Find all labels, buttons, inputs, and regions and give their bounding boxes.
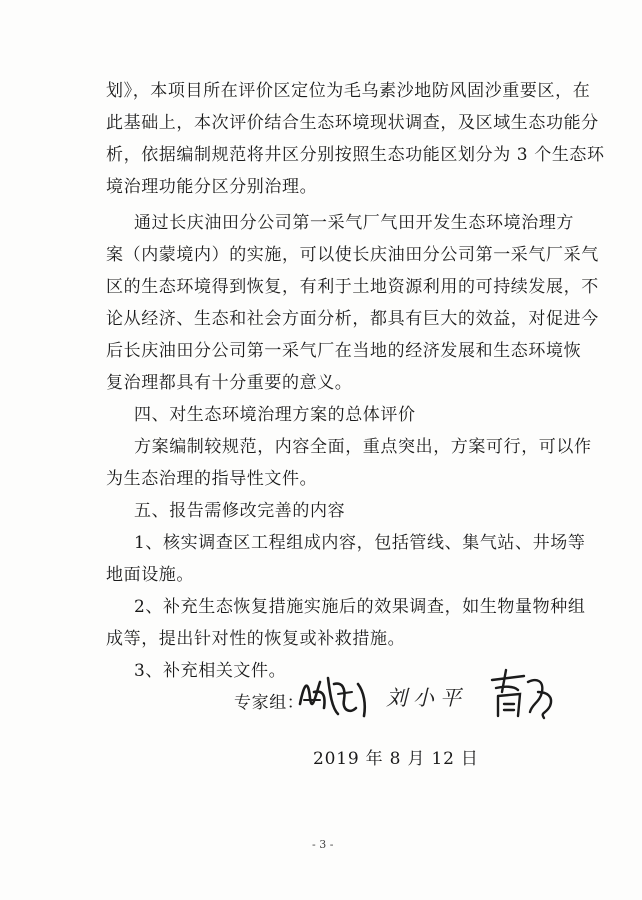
text-line-1: 划》，本项目所在评价区定位为毛乌素沙地防风固沙重要区，在 xyxy=(106,81,591,101)
signature-1 xyxy=(294,664,374,724)
text-line-7: 区的生态环境得到恢复，有利于土地资源利用的可持续发展，不 xyxy=(106,277,599,297)
text-line-5: 通过长庆油田分公司第一采气厂气田开发生态环境治理方 xyxy=(134,213,574,233)
text-line-3: 析，依据编制规范将井区分别按照生态功能区划分为 3 个生态环 xyxy=(106,145,605,165)
signature-block xyxy=(234,660,564,730)
page-number: - 3 - xyxy=(312,838,334,851)
list-item-1: 1、核实调查区工程组成内容，包括管线、集气站、井场等 xyxy=(134,533,586,553)
signature-label: 专家组： xyxy=(234,693,305,713)
text-line-8: 论从经济、生态和社会方面分析，都具有巨大的效益，对促进今 xyxy=(106,309,599,329)
text-line-12: 方案编制较规范，内容全面，重点突出，方案可行，可以作 xyxy=(134,437,592,457)
list-item-3: 3、补充相关文件。 xyxy=(134,661,287,681)
section-heading-5: 五、报告需修改完善的内容 xyxy=(134,501,346,521)
text-line-4: 境治理功能分区分别治理。 xyxy=(106,177,318,197)
document-date: 2019 年 8 月 12 日 xyxy=(313,749,479,769)
section-heading-4: 四、对生态环境治理方案的总体评价 xyxy=(134,405,416,425)
text-line-2: 此基础上，本次评价结合生态环境现状调查，及区域生态功能分 xyxy=(106,113,599,133)
signature-2-text: 刘小平 xyxy=(386,686,467,710)
list-item-2-cont: 成等，提出针对性的恢复或补救措施。 xyxy=(106,629,406,649)
list-item-1-cont: 地面设施。 xyxy=(106,565,194,585)
signature-3 xyxy=(484,662,564,722)
text-line-9: 后长庆油田分公司第一采气厂在当地的经济发展和生态环境恢 xyxy=(106,341,582,361)
list-item-2: 2、补充生态恢复措施实施后的效果调查，如生物量物种组 xyxy=(134,597,586,617)
text-line-10: 复治理都具有十分重要的意义。 xyxy=(106,373,353,393)
signature-2 xyxy=(386,682,467,712)
text-line-13: 为生态治理的指导性文件。 xyxy=(106,469,318,489)
text-line-6: 案（内蒙境内）的实施，可以使长庆油田分公司第一采气厂采气 xyxy=(106,245,599,265)
